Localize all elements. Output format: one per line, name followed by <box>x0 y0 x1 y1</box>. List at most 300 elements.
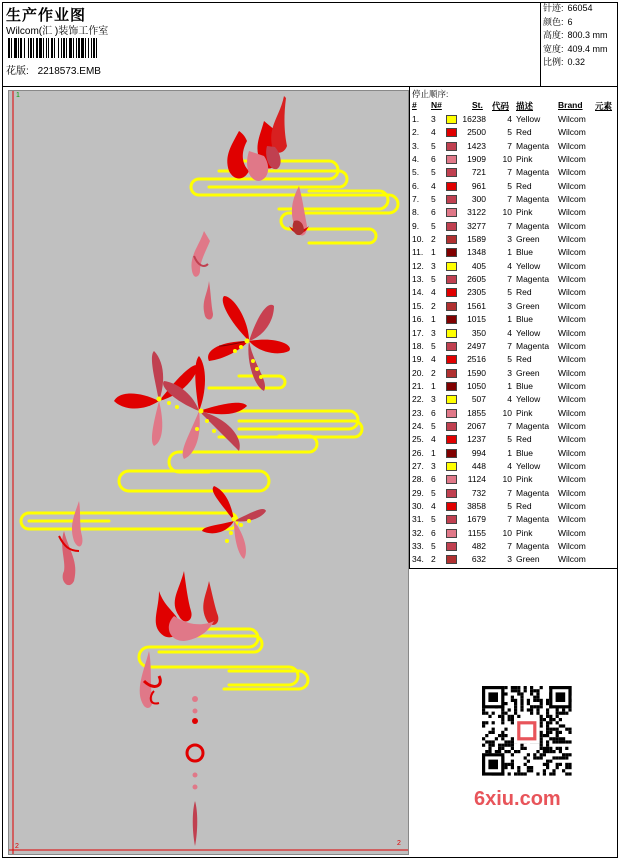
row-code: 1 <box>507 380 512 391</box>
watermark-site: 6xiu.com <box>474 788 561 810</box>
legend-row <box>410 260 619 273</box>
row-description: Pink <box>516 407 533 418</box>
row-index: 11. <box>412 247 424 258</box>
row-description: Red <box>516 354 532 365</box>
row-needle: 3 <box>431 394 436 405</box>
row-index: 4. <box>412 154 420 165</box>
legend-row <box>410 140 619 153</box>
legend-row <box>410 153 619 166</box>
row-code: 7 <box>507 194 512 205</box>
row-code: 7 <box>507 220 512 231</box>
header-index: # <box>412 100 417 110</box>
color-swatch <box>446 275 457 284</box>
corner-marker-bl: 2 <box>15 843 19 850</box>
row-index: 1. <box>412 114 420 124</box>
row-code: 10 <box>502 527 512 538</box>
row-description: Yellow <box>516 460 541 471</box>
header-description: 描述 <box>516 101 534 111</box>
row-needle: 3 <box>431 260 436 271</box>
legend-row <box>410 367 619 380</box>
row-needle: 5 <box>431 340 436 351</box>
color-swatch <box>446 182 457 191</box>
row-index: 31. <box>412 514 424 525</box>
legend-row <box>410 180 619 193</box>
row-index: 18. <box>412 340 424 351</box>
row-stitches: 1015 <box>467 314 486 325</box>
flame-bottom <box>140 571 219 708</box>
row-code: 10 <box>502 474 512 485</box>
header-needle: N# <box>431 100 442 110</box>
design-file-name: 2218573.EMB <box>37 66 101 77</box>
row-brand: Wilcom <box>558 541 586 551</box>
row-description: Pink <box>516 527 533 538</box>
row-stitches: 1050 <box>467 380 486 391</box>
row-description: Magenta <box>516 220 550 231</box>
row-stitches: 1155 <box>467 527 486 538</box>
row-description: Red <box>516 434 532 445</box>
qr-code <box>470 680 585 780</box>
row-description: Yellow <box>516 114 541 124</box>
row-code: 7 <box>507 340 512 351</box>
row-needle: 2 <box>431 234 436 245</box>
legend-row <box>410 407 619 420</box>
color-swatch <box>446 168 457 177</box>
legend-row <box>410 233 619 246</box>
row-needle: 6 <box>431 154 436 165</box>
row-needle: 5 <box>431 274 436 285</box>
row-index: 6. <box>412 180 420 191</box>
legend-row <box>410 433 619 446</box>
row-stitches: 3858 <box>467 500 486 511</box>
row-stitches: 1423 <box>467 140 486 151</box>
row-index: 32. <box>412 527 424 538</box>
row-needle: 5 <box>431 194 436 205</box>
color-swatch <box>446 489 457 498</box>
legend-row <box>410 487 619 500</box>
legend-rows <box>410 113 619 567</box>
row-needle: 5 <box>431 487 436 498</box>
row-description: Magenta <box>516 420 550 431</box>
row-code: 1 <box>507 447 512 458</box>
row-index: 9. <box>412 220 420 231</box>
stats-panel <box>541 2 618 87</box>
row-index: 22. <box>412 394 424 405</box>
row-stitches: 3122 <box>467 207 486 218</box>
color-swatch <box>446 142 457 151</box>
row-stitches: 16238 <box>462 114 486 124</box>
row-description: Yellow <box>516 260 541 271</box>
row-stitches: 1909 <box>467 154 486 165</box>
row-index: 7. <box>412 194 420 205</box>
row-description: Magenta <box>516 167 550 178</box>
row-index: 34. <box>412 554 424 565</box>
row-description: Magenta <box>516 514 550 525</box>
row-code: 4 <box>507 460 512 471</box>
row-code: 4 <box>507 327 512 338</box>
header-stitches: St. <box>472 100 483 110</box>
row-description: Red <box>516 127 532 138</box>
row-stitches: 1124 <box>467 474 486 485</box>
row-index: 26. <box>412 447 424 458</box>
color-swatch <box>446 222 457 231</box>
row-index: 3. <box>412 140 420 151</box>
color-swatch <box>446 395 457 404</box>
legend-row <box>410 353 619 366</box>
row-stitches: 1589 <box>467 234 486 245</box>
row-code: 7 <box>507 541 512 551</box>
embroidery-artwork <box>9 91 408 854</box>
row-description: Green <box>516 300 540 311</box>
legend-row <box>410 220 619 233</box>
corner-marker-br: 2 <box>397 840 401 847</box>
row-needle: 4 <box>431 500 436 511</box>
row-description: Red <box>516 500 532 511</box>
row-needle: 6 <box>431 407 436 418</box>
row-brand: Wilcom <box>558 434 586 445</box>
row-needle: 4 <box>431 287 436 298</box>
row-stitches: 350 <box>471 327 486 338</box>
color-swatch <box>446 435 457 444</box>
row-brand: Wilcom <box>558 500 586 511</box>
row-brand: Wilcom <box>558 154 586 165</box>
row-code: 4 <box>507 394 512 405</box>
color-swatch <box>446 155 457 164</box>
legend-row <box>410 273 619 286</box>
row-brand: Wilcom <box>558 407 586 418</box>
row-stitches: 961 <box>471 180 486 191</box>
legend-row <box>410 540 619 553</box>
row-code: 1 <box>507 314 512 325</box>
row-needle: 1 <box>431 314 436 325</box>
color-swatch <box>446 288 457 297</box>
legend-row <box>410 513 619 526</box>
row-brand: Wilcom <box>558 394 586 405</box>
design-file <box>6 62 101 77</box>
row-description: Magenta <box>516 541 550 551</box>
row-needle: 3 <box>431 460 436 471</box>
row-brand: Wilcom <box>558 207 586 218</box>
row-code: 7 <box>507 514 512 525</box>
row-index: 23. <box>412 407 424 418</box>
stat-height: 高度: 800.3 mm <box>543 30 608 40</box>
row-index: 25. <box>412 434 424 445</box>
legend-row <box>410 447 619 460</box>
row-needle: 6 <box>431 474 436 485</box>
row-brand: Wilcom <box>558 260 586 271</box>
row-description: Green <box>516 234 540 245</box>
row-needle: 3 <box>431 114 436 124</box>
legend-row <box>410 313 619 326</box>
row-stitches: 482 <box>471 541 486 551</box>
row-code: 4 <box>507 260 512 271</box>
header-element: 元素 <box>595 101 613 111</box>
row-needle: 5 <box>431 514 436 525</box>
studio-name: Wilcom(汇 )装饰工作室 <box>6 26 109 37</box>
row-description: Magenta <box>516 340 550 351</box>
row-brand: Wilcom <box>558 474 586 485</box>
row-stitches: 448 <box>471 460 486 471</box>
legend-row <box>410 460 619 473</box>
row-brand: Wilcom <box>558 487 586 498</box>
row-brand: Wilcom <box>558 314 586 325</box>
row-brand: Wilcom <box>558 194 586 205</box>
legend-row <box>410 340 619 353</box>
row-needle: 2 <box>431 300 436 311</box>
row-brand: Wilcom <box>558 527 586 538</box>
row-code: 10 <box>502 407 512 418</box>
row-brand: Wilcom <box>558 460 586 471</box>
row-index: 33. <box>412 541 424 551</box>
row-description: Magenta <box>516 274 550 285</box>
color-swatch <box>446 208 457 217</box>
legend-row <box>410 393 619 406</box>
legend-row <box>410 206 619 219</box>
color-swatch <box>446 502 457 511</box>
row-index: 20. <box>412 367 424 378</box>
color-swatch <box>446 369 457 378</box>
barcode <box>8 38 140 58</box>
row-needle: 5 <box>431 420 436 431</box>
color-swatch <box>446 342 457 351</box>
color-swatch <box>446 542 457 551</box>
row-code: 3 <box>507 300 512 311</box>
color-swatch <box>446 235 457 244</box>
stat-scale: 比例: 0.32 <box>543 57 586 67</box>
row-needle: 5 <box>431 167 436 178</box>
row-stitches: 1561 <box>467 300 486 311</box>
row-description: Pink <box>516 154 533 165</box>
row-brand: Wilcom <box>558 247 586 258</box>
row-stitches: 994 <box>471 447 486 458</box>
row-code: 10 <box>502 154 512 165</box>
flame-wisps <box>191 231 213 320</box>
thread-legend <box>409 87 618 569</box>
row-brand: Wilcom <box>558 300 586 311</box>
row-brand: Wilcom <box>558 220 586 231</box>
row-index: 16. <box>412 314 424 325</box>
legend-row <box>410 166 619 179</box>
row-code: 4 <box>507 114 512 124</box>
row-index: 19. <box>412 354 424 365</box>
row-index: 30. <box>412 500 424 511</box>
row-needle: 6 <box>431 207 436 218</box>
row-code: 5 <box>507 127 512 138</box>
row-code: 5 <box>507 287 512 298</box>
color-swatch <box>446 475 457 484</box>
row-brand: Wilcom <box>558 367 586 378</box>
color-swatch <box>446 262 457 271</box>
row-description: Pink <box>516 207 533 218</box>
row-code: 5 <box>507 500 512 511</box>
color-swatch <box>446 355 457 364</box>
row-stitches: 3277 <box>467 220 486 231</box>
row-stitches: 732 <box>471 487 486 498</box>
row-index: 28. <box>412 474 424 485</box>
row-description: Yellow <box>516 327 541 338</box>
row-needle: 6 <box>431 527 436 538</box>
legend-row <box>410 380 619 393</box>
row-needle: 2 <box>431 554 436 565</box>
row-stitches: 2516 <box>467 354 486 365</box>
legend-row <box>410 327 619 340</box>
row-stitches: 405 <box>471 260 486 271</box>
row-brand: Wilcom <box>558 354 586 365</box>
row-needle: 3 <box>431 327 436 338</box>
row-description: Yellow <box>516 394 541 405</box>
legend-row <box>410 126 619 139</box>
row-index: 5. <box>412 167 420 178</box>
legend-header <box>410 100 619 112</box>
color-swatch <box>446 422 457 431</box>
row-brand: Wilcom <box>558 420 586 431</box>
row-needle: 1 <box>431 380 436 391</box>
stat-stitches: 针迹: 66054 <box>543 3 593 13</box>
legend-row <box>410 300 619 313</box>
row-brand: Wilcom <box>558 447 586 458</box>
row-brand: Wilcom <box>558 340 586 351</box>
row-code: 7 <box>507 420 512 431</box>
color-swatch <box>446 195 457 204</box>
row-index: 15. <box>412 300 424 311</box>
row-stitches: 507 <box>471 394 486 405</box>
row-description: Pink <box>516 474 533 485</box>
row-description: Blue <box>516 380 534 391</box>
row-brand: Wilcom <box>558 274 586 285</box>
color-swatch <box>446 515 457 524</box>
row-stitches: 1679 <box>467 514 486 525</box>
row-stitches: 2605 <box>467 274 486 285</box>
row-description: Magenta <box>516 140 550 151</box>
row-needle: 4 <box>431 127 436 138</box>
row-code: 7 <box>507 487 512 498</box>
row-description: Magenta <box>516 487 550 498</box>
row-index: 13. <box>412 274 424 285</box>
color-swatch <box>446 462 457 471</box>
color-swatch <box>446 555 457 564</box>
row-stitches: 1590 <box>467 367 486 378</box>
legend-row <box>410 113 619 126</box>
row-stitches: 2500 <box>467 127 486 138</box>
row-description: Red <box>516 180 532 191</box>
row-needle: 1 <box>431 447 436 458</box>
row-index: 14. <box>412 287 424 298</box>
row-description: Green <box>516 554 540 565</box>
row-brand: Wilcom <box>558 167 586 178</box>
legend-title: 停止顺序: <box>412 89 449 99</box>
legend-row <box>410 473 619 486</box>
row-brand: Wilcom <box>558 127 586 138</box>
flame-top <box>227 96 309 236</box>
row-code: 1 <box>507 247 512 258</box>
row-needle: 4 <box>431 180 436 191</box>
row-stitches: 1348 <box>467 247 486 258</box>
row-description: Green <box>516 367 540 378</box>
row-brand: Wilcom <box>558 114 586 124</box>
row-description: Red <box>516 287 532 298</box>
design-canvas <box>8 90 409 855</box>
legend-row <box>410 500 619 513</box>
design-label: 花版: <box>6 66 29 77</box>
row-needle: 5 <box>431 140 436 151</box>
row-brand: Wilcom <box>558 287 586 298</box>
row-brand: Wilcom <box>558 140 586 151</box>
row-brand: Wilcom <box>558 327 586 338</box>
row-stitches: 300 <box>471 194 486 205</box>
legend-row <box>410 286 619 299</box>
legend-row <box>410 553 619 566</box>
row-code: 5 <box>507 434 512 445</box>
row-description: Blue <box>516 447 534 458</box>
row-index: 29. <box>412 487 424 498</box>
color-swatch <box>446 382 457 391</box>
color-swatch <box>446 315 457 324</box>
row-index: 27. <box>412 460 424 471</box>
row-index: 21. <box>412 380 424 391</box>
legend-row <box>410 527 619 540</box>
row-stitches: 2497 <box>467 340 486 351</box>
header-code: 代码 <box>492 101 510 111</box>
row-brand: Wilcom <box>558 514 586 525</box>
row-stitches: 632 <box>471 554 486 565</box>
row-description: Blue <box>516 314 534 325</box>
row-stitches: 721 <box>471 167 486 178</box>
row-needle: 4 <box>431 434 436 445</box>
row-code: 3 <box>507 367 512 378</box>
row-description: Blue <box>516 247 534 258</box>
row-index: 8. <box>412 207 420 218</box>
row-index: 2. <box>412 127 420 138</box>
color-swatch <box>446 302 457 311</box>
row-brand: Wilcom <box>558 180 586 191</box>
color-swatch <box>446 128 457 137</box>
row-needle: 5 <box>431 220 436 231</box>
row-brand: Wilcom <box>558 234 586 245</box>
row-stitches: 1855 <box>467 407 486 418</box>
row-stitches: 2067 <box>467 420 486 431</box>
row-index: 24. <box>412 420 424 431</box>
row-needle: 5 <box>431 541 436 551</box>
row-description: Magenta <box>516 194 550 205</box>
page-title: 生产作业图 <box>6 7 87 24</box>
color-swatch <box>446 248 457 257</box>
row-index: 10. <box>412 234 424 245</box>
stat-colors: 颜色: 6 <box>543 16 573 27</box>
row-stitches: 2305 <box>467 287 486 298</box>
row-brand: Wilcom <box>558 554 586 565</box>
row-code: 7 <box>507 140 512 151</box>
row-code: 3 <box>507 234 512 245</box>
row-code: 5 <box>507 180 512 191</box>
legend-row <box>410 193 619 206</box>
legend-row <box>410 420 619 433</box>
legend-row <box>410 246 619 259</box>
bead-column <box>187 696 203 846</box>
row-code: 10 <box>502 207 512 218</box>
row-code: 5 <box>507 354 512 365</box>
row-needle: 1 <box>431 247 436 258</box>
row-code: 7 <box>507 167 512 178</box>
row-index: 12. <box>412 260 424 271</box>
row-brand: Wilcom <box>558 380 586 391</box>
stat-width: 宽度: 409.4 mm <box>543 43 608 54</box>
row-code: 7 <box>507 274 512 285</box>
header-brand: Brand <box>558 100 583 110</box>
row-code: 3 <box>507 554 512 565</box>
row-needle: 4 <box>431 354 436 365</box>
row-stitches: 1237 <box>467 434 486 445</box>
color-swatch <box>446 329 457 338</box>
color-swatch <box>446 409 457 418</box>
